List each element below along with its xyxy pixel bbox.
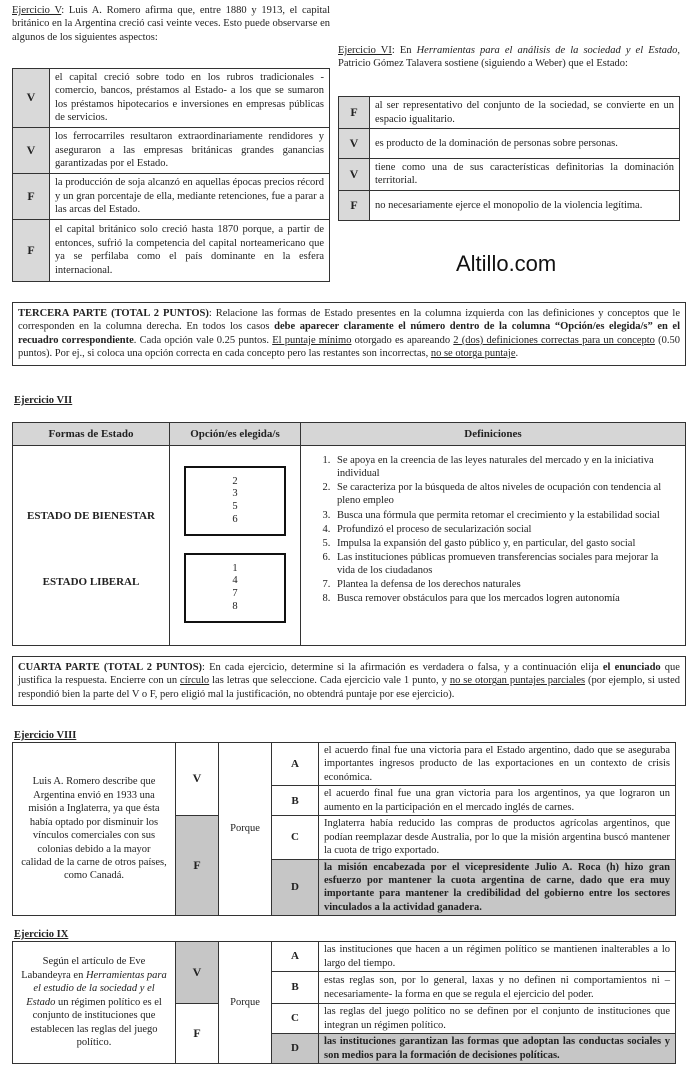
definition-item: 4. Profundizó el proceso de secularización social — [333, 523, 677, 536]
ej9-row — [13, 942, 676, 972]
ej8-false-option[interactable]: F — [176, 816, 219, 916]
definition-item: 6. Las instituciones públicas promueven transferencias sociales para mejorar la vida de los ciudadanos — [333, 551, 677, 577]
selected-option: 5 — [232, 501, 238, 512]
ej5-text: los ferrocarriles resultaron extraordinariamente rendidores y aseguraron a las empresas británicas grandes ganancias garantizadas por el Estado. — [50, 127, 330, 173]
definition-item: 2. Se caracteriza por la búsqueda de altos niveles de ocupación con tendencia al pleno empleo — [333, 481, 677, 507]
ej6-mark: V — [339, 159, 370, 191]
selected-option: 3 — [232, 488, 238, 500]
ej6-text: tiene como una de sus características definitorias la dominación territorial. — [370, 159, 680, 191]
ej6-title: Ejercicio VI — [338, 45, 392, 56]
ej8-option-text: Inglaterra había reducido las compras de productos agrícolas argentinos, que podían reemplazar desde Australia, por lo que la misión argentina buscó mantener la cuota de trigo exportado. — [319, 816, 676, 859]
ej8-option-text: el acuerdo final fue una gran victoria para los argentinos, ya que lograron un aumento en la participación en el mercado inglés de carnes. — [319, 786, 676, 816]
ej7-title: Ejercicio VII — [14, 395, 73, 406]
ej6-mark: F — [339, 190, 370, 220]
ej9-option-letter[interactable]: A — [272, 942, 319, 972]
ej9-option-letter[interactable]: D — [272, 1034, 319, 1064]
definitions-list — [301, 454, 677, 605]
ej9-option-text: las instituciones garantizan las formas que adoptan las conductas sociales y son medios para la formación de decisiones políticas. — [319, 1034, 676, 1064]
cuarta-instructions: CUARTA PARTE (TOTAL 2 PUNTOS): En cada ejercicio, determine si la afirmación es verdadera o falsa, y a continuación elija el enunciado que justifica la respuesta. Encierre con un círculo las letras que seleccione. Cada ejercicio vale 1 punto, y no se otorgan puntajes parciales (por ejemplo, si usted respondió bien la parte del V o F, pero eligió mal la justificación, no obtendrá puntaje por ese ejercicio). — [12, 656, 686, 706]
ej9-porque: Porque — [219, 942, 272, 1064]
ej5-row — [13, 69, 330, 128]
selected-option: 4 — [232, 575, 238, 587]
ej5-mark: V — [13, 69, 50, 128]
ej5-text: la producción de soja alcanzó en aquellas épocas precios récord y un gran porcentaje de ella, mediante retenciones, fue a parar a las arcas del Estado. — [50, 173, 330, 219]
ej8-option-letter[interactable]: C — [272, 816, 319, 859]
ej7-col-opcion: Opción/es elegida/s — [170, 423, 301, 446]
selected-option: 8 — [232, 600, 238, 612]
ej9-option-text: las instituciones que hacen a un régimen político se mantienen inalterables a lo largo del tiempo. — [319, 942, 676, 972]
ej8-table — [12, 742, 676, 916]
definition-item: 5. Impulsa la expansión del gasto público y, en particular, del gasto social — [333, 537, 677, 550]
ej5-mark: F — [13, 173, 50, 219]
ej6-intro: Ejercicio VI: En Herramientas para el análisis de la sociedad y el Estado, Patricio Gómez Talavera sostiene (siguiendo a Weber) que el Estado: — [338, 45, 680, 70]
ej7-col-definiciones: Definiciones — [301, 423, 686, 446]
ej8-option-letter[interactable]: A — [272, 743, 319, 786]
ej5-text: el capital británico solo creció hasta 1870 porque, a partir de entonces, sufrió la competencia del capital norteamericano que ya se perfilaba como el país dominante en la esfera internacional. — [50, 219, 330, 281]
ej8-true-option[interactable]: V — [176, 743, 219, 816]
definition-item: 7. Plantea la defensa de los derechos naturales — [333, 578, 677, 591]
ej6-mark: F — [339, 97, 370, 129]
ej5-table — [12, 68, 330, 282]
ej5-mark: F — [13, 219, 50, 281]
ej5-intro: Ejercicio V: Luis A. Romero afirma que, entre 1880 y 1913, el capital británico en la Argentina creció casi veinte veces. Esto puede observarse en algunos de los siguientes aspectos: — [12, 5, 330, 43]
ej7-header-row — [13, 423, 686, 446]
ej7-body-row — [13, 446, 686, 646]
tercera-instructions: TERCERA PARTE (TOTAL 2 PUNTOS): Relacione las formas de Estado presentes en la columna izquierda con las definiciones y conceptos que le corresponden en la columna derecha. En todos los casos debe aparecer claramente el número dentro de la columna “Opción/es elegida/s” en el recuadro correspondiente. Cada opción vale 0.25 puntos. El puntaje mínimo otorgado es apareando 2 (dos) definiciones correctas para un concepto (0.50 puntos). Por ej., si coloca una opción correcta en cada concepto pero las restantes son incorrectas, no se otorga puntaje. — [12, 302, 686, 366]
selected-option: 7 — [232, 588, 238, 599]
ej9-option-letter[interactable]: C — [272, 1004, 319, 1034]
ej6-row — [339, 97, 680, 129]
ej7-definitions-cell — [301, 446, 686, 646]
ej9-title: Ejercicio IX — [14, 929, 69, 940]
form-estado-liberal: ESTADO LIBERAL — [42, 576, 140, 589]
ej9-false-option[interactable]: F — [176, 1004, 219, 1064]
selected-option: 6 — [232, 513, 238, 525]
ej6-row — [339, 129, 680, 159]
selection-box-liberal[interactable] — [184, 553, 286, 623]
ej8-row — [13, 743, 676, 786]
selected-option: 1 — [232, 562, 238, 574]
watermark: Altillo.com — [456, 251, 557, 276]
form-estado-bienestar: ESTADO DE BIENESTAR — [27, 510, 155, 522]
ej6-row — [339, 190, 680, 220]
ej7-options-cell — [170, 446, 301, 646]
ej5-row — [13, 127, 330, 173]
ej9-true-option[interactable]: V — [176, 942, 219, 1004]
definition-item: 1. Se apoya en la creencia de las leyes naturales del mercado y en la iniciativa individual — [333, 454, 677, 480]
ej7-forms-cell — [13, 446, 170, 646]
selected-option: 2 — [232, 475, 238, 487]
selection-box-bienestar[interactable] — [184, 466, 286, 536]
ej8-statement: Luis A. Romero describe que Argentina envió en 1933 una misión a Inglaterra, ya que ésta había optado por disminuir los vínculos comerciales con sus colonias debido a la mayor calidad de la carne de otros países, como Canadá. — [13, 743, 176, 916]
ej8-option-text: la misión encabezada por el vicepresidente Julio A. Roca (h) hizo gran esfuerzo por mantener la cuota argentina de carne, dado que era muy importante para mantener la credibilidad del gobierno entre los sectores vinculados a la actividad ganadera. — [319, 859, 676, 916]
ej8-porque: Porque — [219, 743, 272, 916]
ej6-mark: V — [339, 129, 370, 159]
ej7-col-formas: Formas de Estado — [13, 423, 170, 446]
ej9-option-text: las reglas del juego político no se definen por el conjunto de instituciones que integran un régimen político. — [319, 1004, 676, 1034]
ej7-table — [12, 422, 686, 646]
ej6-text: al ser representativo del conjunto de la sociedad, se convierte en un espacio igualitario. — [370, 97, 680, 129]
ej6-text: no necesariamente ejerce el monopolio de la violencia legítima. — [370, 190, 680, 220]
ej8-option-letter[interactable]: D — [272, 859, 319, 916]
ej8-title: Ejercicio VIII — [14, 730, 77, 741]
ej8-option-text: el acuerdo final fue una victoria para el Estado argentino, dado que se aseguraba importantes ingresos producto de las exportaciones en un contexto de crisis económica. — [319, 743, 676, 786]
ej9-statement: Según el artículo de Eve Labandeyra en Herramientas para el estudio de la sociedad y el Estado un régimen político es el conjunto de instituciones que establecen las reglas del juego político. — [13, 942, 176, 1064]
ej5-title: Ejercicio V — [12, 5, 62, 16]
ej6-row — [339, 159, 680, 191]
ej8-option-letter[interactable]: B — [272, 786, 319, 816]
ej5-text: el capital creció sobre todo en los rubros tradicionales -comercio, bancos, préstamos al Estado- a los que se sumaron los préstamos hipotecarios e inversiones en empresas públicas de servicios. — [50, 69, 330, 128]
ej9-option-text: estas reglas son, por lo general, laxas y no definen ni comportamientos ni –necesariamente- la forma en que se regula el ejercicio del poder. — [319, 972, 676, 1004]
ej9-option-letter[interactable]: B — [272, 972, 319, 1004]
ej5-row — [13, 219, 330, 281]
ej9-table — [12, 941, 676, 1064]
ej6-table — [338, 96, 680, 221]
ej6-text: es producto de la dominación de personas sobre personas. — [370, 129, 680, 159]
definition-item: 3. Busca una fórmula que permita retomar el crecimiento y la estabilidad social — [333, 509, 677, 522]
ej5-row — [13, 173, 330, 219]
ej5-mark: V — [13, 127, 50, 173]
definition-item: 8. Busca remover obstáculos para que los mercados logren autonomía — [333, 592, 677, 605]
